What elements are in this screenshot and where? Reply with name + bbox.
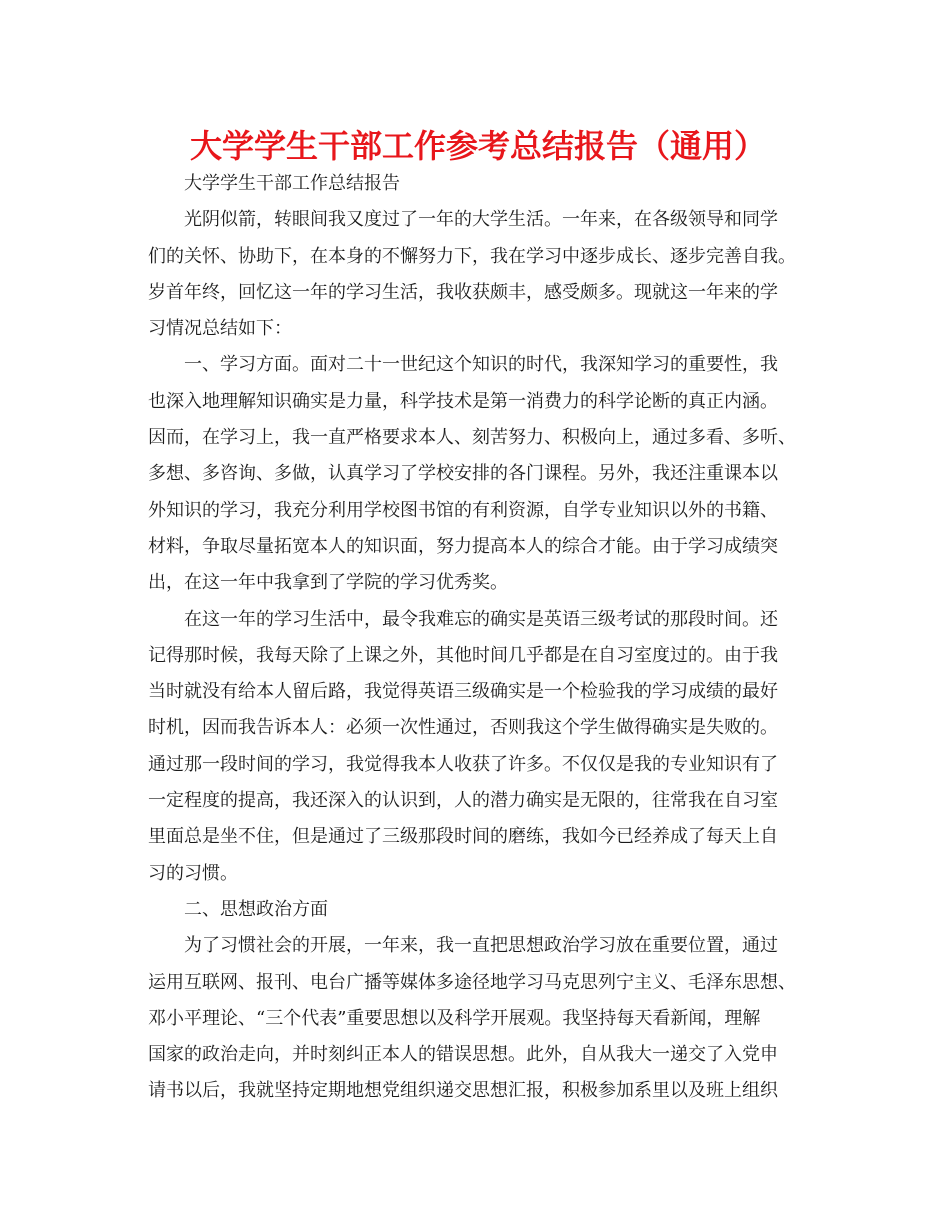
text-line: 里面总是坐不住，但是通过了三级那段时间的磨练，我如今已经养成了每天上自	[148, 826, 778, 848]
text-line: 多想、多咨询、多做，认真学习了学校安排的各门课程。另外，我还注重课本以	[148, 463, 778, 485]
text-line: 当时就没有给本人留后路，我觉得英语三级确实是一个检验我的学习成绩的最好	[148, 681, 778, 703]
text-line: 通过那一段时间的学习，我觉得我本人收获了许多。不仅仅是我的专业知识有了	[148, 753, 778, 775]
document-title: 大学学生干部工作参考总结报告（通用）	[190, 127, 767, 165]
text-line: 光阴似箭，转眼间我又度过了一年的大学生活。一年来，在各级领导和同学	[184, 209, 778, 231]
text-line: 因而，在学习上，我一直严格要求本人、刻苦努力、积极向上，通过多看、多听、	[148, 427, 796, 449]
text-line: 国家的政治走向，并时刻纠正本人的错误思想。此外，自从我大一递交了入党申	[148, 1044, 778, 1066]
text-line: 外知识的学习，我充分利用学校图书馆的有利资源，自学专业知识以外的书籍、	[148, 499, 778, 521]
document-body	[148, 166, 812, 1110]
text-line: 也深入地理解知识确实是力量，科学技术是第一消费力的科学论断的真正内涵。	[148, 390, 778, 412]
text-line: 出，在这一年中我拿到了学院的学习优秀奖。	[148, 572, 508, 594]
text-line: 习的习惯。	[148, 862, 238, 884]
text-line: 为了习惯社会的开展，一年来，我一直把思想政治学习放在重要位置，通过	[184, 935, 778, 957]
text-line: 材料，争取尽量拓宽本人的知识面，努力提高本人的综合才能。由于学习成绩突	[148, 535, 778, 557]
text-line: 请书以后，我就坚持定期地想党组织递交思想汇报，积极参加系里以及班上组织	[148, 1080, 778, 1102]
text-line: 记得那时候，我每天除了上课之外，其他时间几乎都是在自习室度过的。由于我	[148, 644, 778, 666]
text-line: 们的关怀、协助下，在本身的不懈努力下，我在学习中逐步成长、逐步完善自我。	[148, 245, 796, 267]
text-line: 习情况总结如下：	[148, 318, 292, 340]
text-line: 一、学习方面。面对二十一世纪这个知识的时代，我深知学习的重要性，我	[184, 354, 778, 376]
document-subtitle: 大学学生干部工作总结报告	[184, 173, 400, 194]
text-line: 运用互联网、报刊、电台广播等媒体多途径地学习马克思列宁主义、毛泽东思想、	[148, 971, 796, 993]
text-line: 在这一年的学习生活中，最令我难忘的确实是英语三级考试的那段时间。还	[184, 608, 778, 630]
text-line: 时机，因而我告诉本人：必须一次性通过，否则我这个学生做得确实是失败的。	[148, 717, 778, 739]
text-line: 二、思想政治方面	[184, 898, 328, 920]
text-line: 岁首年终，回忆这一年的学习生活，我收获颇丰，感受颇多。现就这一年来的学	[148, 281, 778, 303]
text-line: 一定程度的提高，我还深入的认识到，人的潜力确实是无限的，往常我在自习室	[148, 790, 778, 812]
text-line: 邓小平理论、“三个代表”重要思想以及科学开展观。我坚持每天看新闻，理解	[148, 1007, 761, 1029]
paragraph-lines	[148, 202, 812, 1109]
